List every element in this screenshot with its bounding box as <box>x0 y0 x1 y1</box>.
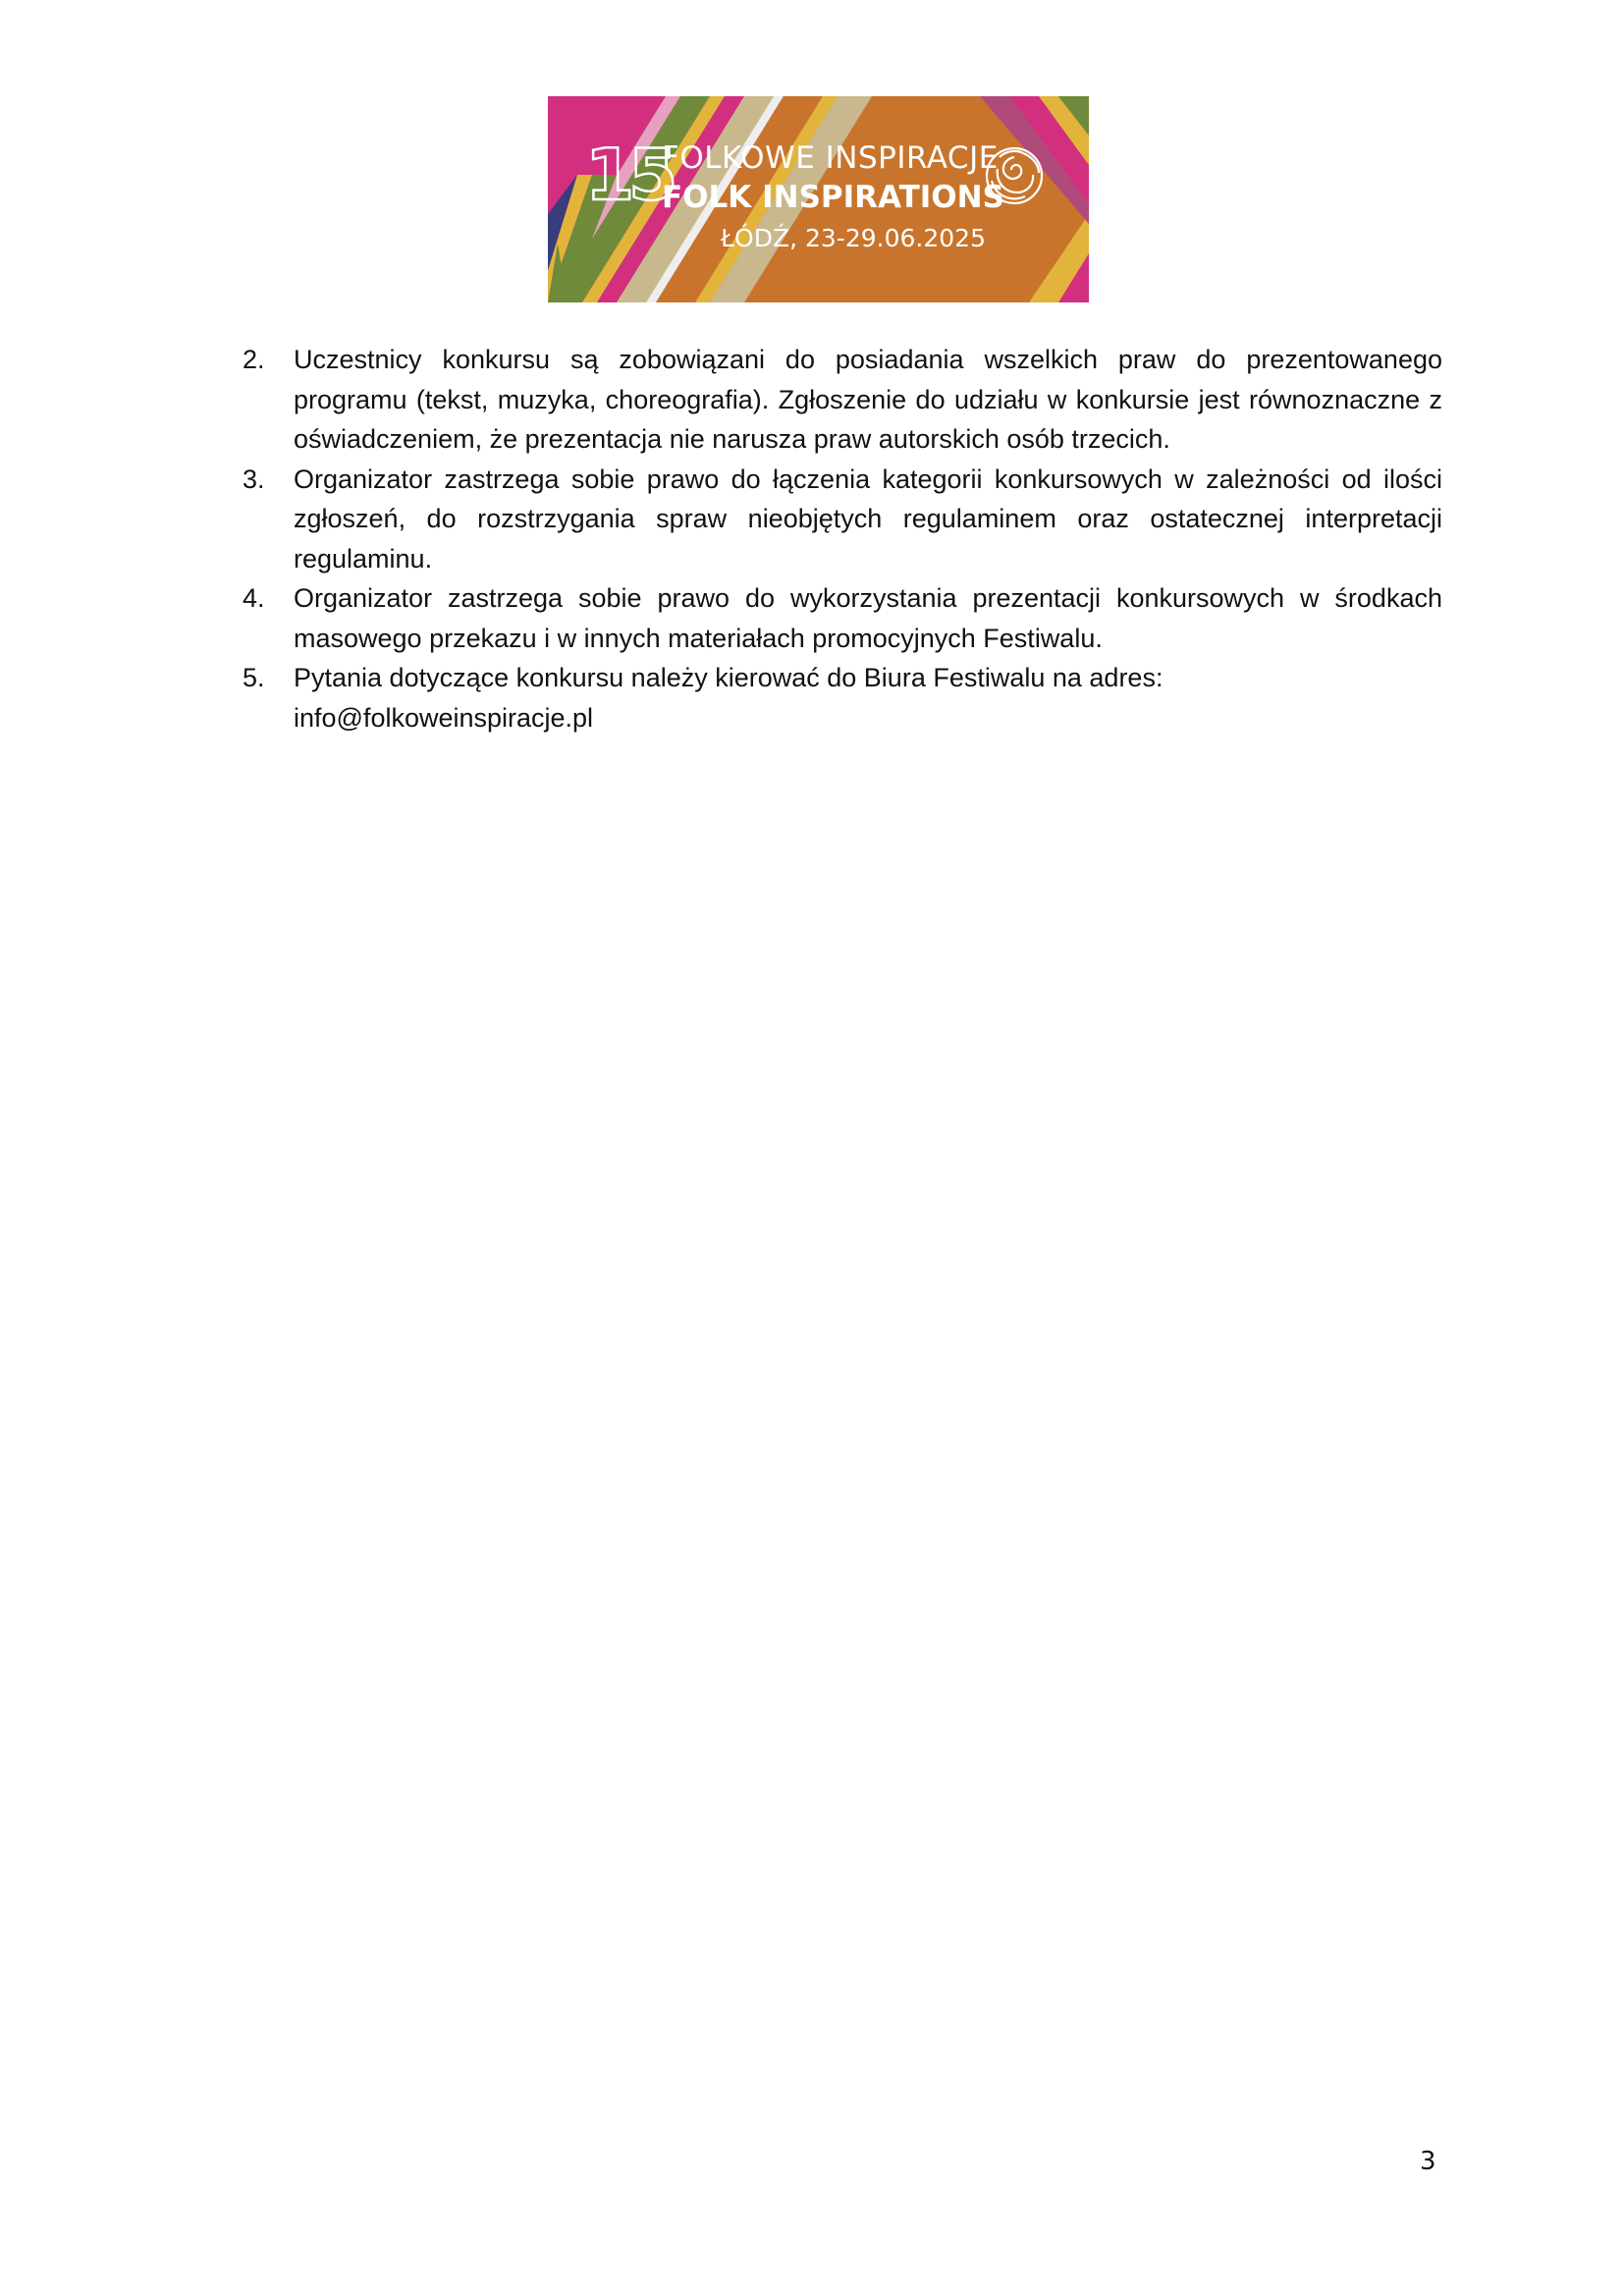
banner-dates: ŁÓDŹ, 23-29.06.2025 <box>721 224 986 252</box>
list-item-number: 2. <box>243 345 265 374</box>
festival-banner <box>548 96 1089 302</box>
list-item-number: 3. <box>243 464 265 494</box>
list-item-number: 4. <box>243 583 265 613</box>
regulations-list <box>243 340 1442 738</box>
list-item-text: Organizator zastrzega sobie prawo do wykorzystania prezentacji konkursowych w środkach masowego przekazu i w innych materiałach promocyjnych Festiwalu. <box>294 583 1442 653</box>
list-item-number: 5. <box>243 663 265 692</box>
list-item <box>243 658 1442 738</box>
banner-title-pl: FOLKOWE INSPIRACJE <box>662 140 999 176</box>
list-item <box>243 340 1442 460</box>
list-item <box>243 578 1442 658</box>
banner-title-en: FOLK INSPIRATIONS <box>662 180 1004 215</box>
list-item-text: Organizator zastrzega sobie prawo do łączenia kategorii konkursowych w zależności od ilości zgłoszeń, do rozstrzygania spraw nieobjętych regulaminem oraz ostatecznej interpretacji regulaminu. <box>294 464 1442 574</box>
list-item-text: Pytania dotyczące konkursu należy kierować do Biura Festiwalu na adres: info@folkoweinspiracje.pl <box>294 663 1163 733</box>
rose-icon <box>978 139 1051 212</box>
banner-number: 15 <box>585 134 673 216</box>
list-item <box>243 460 1442 579</box>
list-item-text: Uczestnicy konkursu są zobowiązani do posiadania wszelkich praw do prezentowanego programu (tekst, muzyka, choreografia). Zgłoszenie do udziału w konkursie jest równoznaczne z oświadczeniem, że prezentacja nie narusza praw autorskich osób trzecich. <box>294 345 1442 454</box>
page-number: 3 <box>1420 2147 1436 2176</box>
